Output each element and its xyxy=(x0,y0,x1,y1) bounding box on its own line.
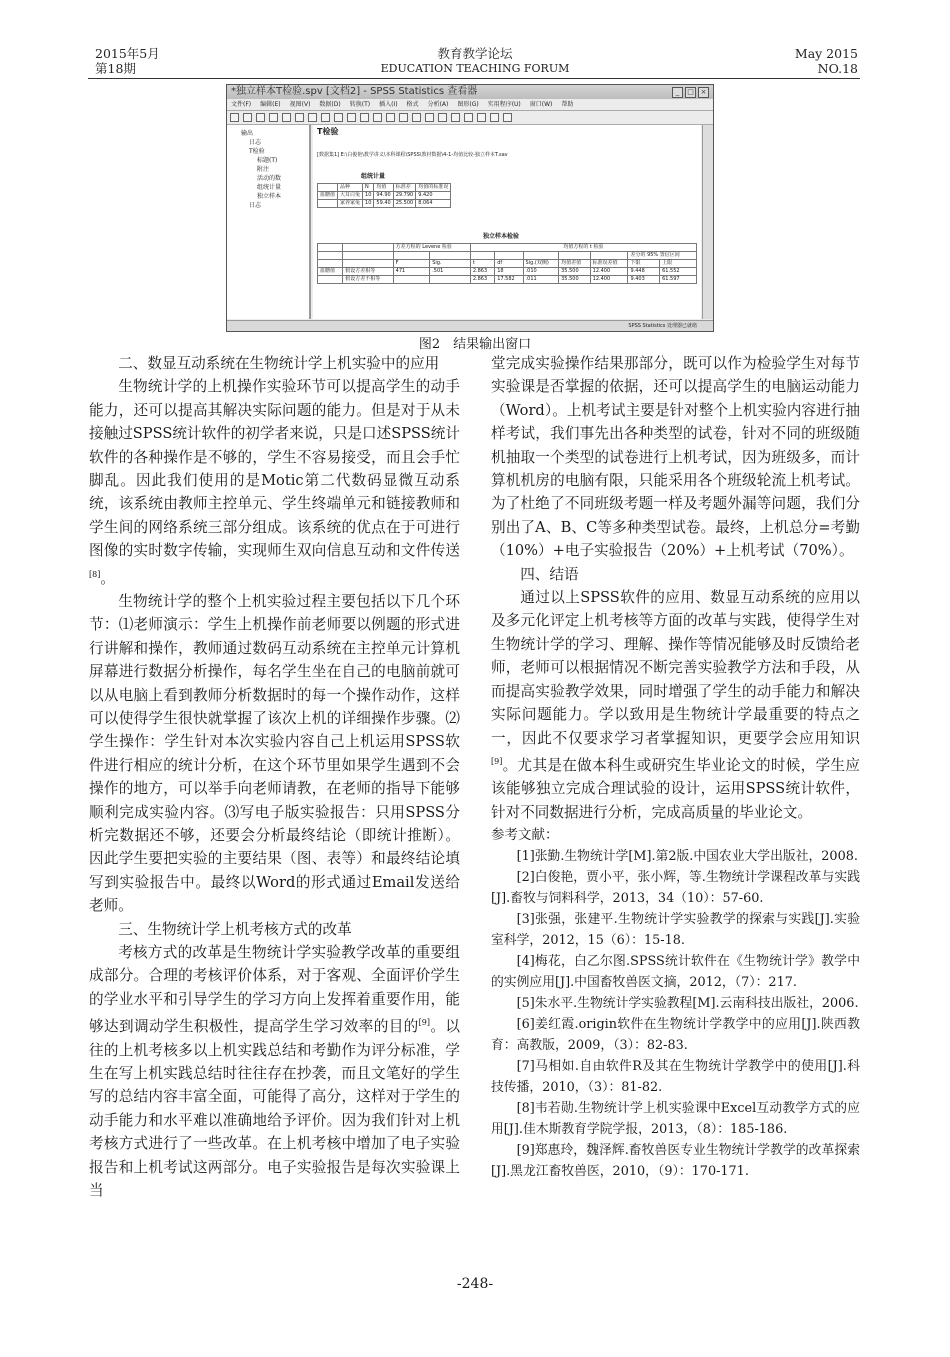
reference-item: [3]张强，张建平.生物统计学实验教学的探索与实践[J].实验室科学，2012，15（6）：15-18. xyxy=(491,911,860,948)
nav-title: 标题(T) xyxy=(257,157,278,164)
table-cell: 假设方差不相等 xyxy=(343,276,393,284)
table-cell xyxy=(495,252,523,260)
paragraph-text: 。尤其是在做本科生或研究生毕业论文的时候，学生应该能够独立完成合理试验的设计，运用SPSS统计软件，针对不同数据进行分析，完成高质量的毕业论文。 xyxy=(491,756,860,821)
menu-item: 转换(T) xyxy=(349,101,371,108)
table-cell: 94.90 xyxy=(374,192,393,200)
table-cell xyxy=(430,276,471,284)
undo-icon xyxy=(308,113,317,122)
table-cell xyxy=(318,276,343,284)
table-cell xyxy=(318,252,343,260)
citation-mark: [9] xyxy=(418,1018,431,1028)
nav-group-stats: 组统计量 xyxy=(257,184,282,191)
table-cell: 35.500 xyxy=(559,268,591,276)
table-header: Sig.(双侧) xyxy=(523,260,559,268)
reference-list xyxy=(491,846,860,1182)
menu-item: 视图(V) xyxy=(289,101,311,108)
journal-title-cn: 教育教学论坛 xyxy=(437,46,513,61)
table-cell: 9.448 xyxy=(628,268,660,276)
paragraph-text: 考核方式的改革是生物统计学实验教学改革的重要组成部分。合理的考核评价体系，对于客观、全面评价学生的学业水平和引导学生的学习方向上发挥着重要作用，能够达到调动学生积极性，提高学生学习效率的目的 xyxy=(89,944,460,1036)
table-header: 下限 xyxy=(628,260,660,268)
reference-item: [2]白俊艳，贾小平，张小辉，等.生物统计学课程改革与实践[J].畜牧与饲料科学，2013，34（10）：57-60. xyxy=(491,869,860,906)
chart-icon xyxy=(373,113,382,122)
table-cell xyxy=(470,252,494,260)
table-cell: 血糖值 xyxy=(318,192,338,200)
table-cell: 61.552 xyxy=(660,268,697,276)
collapse-icon xyxy=(464,113,473,122)
table-cell xyxy=(393,276,430,284)
table-cell: .010 xyxy=(523,268,559,276)
open-icon xyxy=(230,113,239,122)
table-cell xyxy=(559,252,591,260)
vertical-scrollbar xyxy=(702,125,713,319)
journal-title-en: EDUCATION TEACHING FORUM xyxy=(380,62,570,75)
table-cell: 59.40 xyxy=(374,200,393,208)
spss-toolbar xyxy=(227,111,713,125)
table-cell: 9.420 xyxy=(416,192,451,200)
recall-icon xyxy=(295,113,304,122)
table-header: F xyxy=(393,260,430,268)
nav-output: 输出 xyxy=(241,130,254,137)
table-row xyxy=(318,268,697,276)
group-stats-table xyxy=(317,183,451,208)
section-heading xyxy=(491,563,860,586)
table-cell xyxy=(430,252,471,260)
table-cell: 假设方差相等 xyxy=(343,268,393,276)
table-row xyxy=(318,276,697,284)
reference-item: [9]郑惠玲，魏泽辉.畜牧兽医专业生物统计学教学的改革探索[J].黑龙江畜牧兽医，2010，（9）：170-171. xyxy=(491,1142,860,1179)
output-section-title: T检验 xyxy=(317,127,339,136)
paragraph-text: 通过以上SPSS软件的应用、数显互动系统的应用以及多元化评定上机考核等方面的改革与实践，使得学生对生物统计学的学习、理解、操作等情况能够及时反馈给老师，老师可以根据情况不断完善实验教学方法和手段，从而提高实验教学效果，同时增强了学生的动手能力和解决实际问题能力。学以致用是生物统计学最重要的特点之一，因此不仅要求学习者掌握知识，更要学会应用知识 xyxy=(491,589,860,747)
table-cell: .011 xyxy=(523,276,559,284)
left-column xyxy=(89,352,460,1202)
table-cell: 大耳白兔 xyxy=(338,192,363,200)
figure-caption: 图2 结果输出窗口 xyxy=(418,337,532,352)
header-rule xyxy=(88,78,860,79)
menu-item: 文件(F) xyxy=(231,101,252,108)
page-number: -248- xyxy=(456,1276,494,1292)
table-cell: 10 xyxy=(363,192,374,200)
table-cell: 61.597 xyxy=(660,276,697,284)
reference-item: [5]朱水平.生物统计学实验教程[M].云南科技出版社，2006. xyxy=(516,995,859,1011)
menu-item: 帮助 xyxy=(561,101,574,108)
print-icon xyxy=(256,113,265,122)
table-header: 标准误差值 xyxy=(590,260,628,268)
table-cell xyxy=(343,260,393,268)
reference-item: [4]梅花，白乙尔图.SPSS统计软件在《生物统计学》教学中的实例应用[J].中国畜牧兽医文摘，2012，（7）：217. xyxy=(491,953,860,990)
table-row xyxy=(318,192,451,200)
demote-icon xyxy=(438,113,447,122)
header-issue-en: NO.18 xyxy=(817,61,858,76)
ttest-header: 均值方程的 t 检验 xyxy=(470,244,696,252)
table-header: t xyxy=(470,260,494,268)
insert-text-icon xyxy=(490,113,499,122)
spss-output-pane xyxy=(313,125,701,319)
table-header: N xyxy=(363,184,374,192)
table-header: 标准差 xyxy=(393,184,416,192)
nav-notes: 附注 xyxy=(257,166,270,173)
save-icon xyxy=(243,113,252,122)
spss-viewer-screenshot xyxy=(226,84,714,332)
table-cell xyxy=(343,252,393,260)
citation-mark: [8] xyxy=(89,569,101,579)
hide-icon xyxy=(412,113,421,122)
reference-item: [7]马相如.自由软件R及其在生物统计学教学中的使用[J].科技传播，2010，（3）：81-82. xyxy=(491,1058,860,1095)
select-icon xyxy=(386,113,395,122)
export-icon xyxy=(282,113,291,122)
dataset-path: [数据集1] E:\白俊艳\教学讲义\本科课程\SPSS\教材数据\4-1-均值比较-独立样本T.sav xyxy=(317,152,508,158)
reference-item: [8]韦若勋.生物统计学上机实验课中Excel互动教学方式的应用[J].佳木斯教育学院学报，2013，（8）：185-186. xyxy=(491,1100,860,1137)
goto-data-icon xyxy=(334,113,343,122)
table-header: Sig. xyxy=(430,260,471,268)
nav-active-dataset: 活动的数 xyxy=(257,175,282,182)
nav-log: 日志 xyxy=(249,139,262,146)
table-cell: 12.400 xyxy=(590,268,628,276)
preview-icon xyxy=(269,113,278,122)
expand-icon xyxy=(451,113,460,122)
table-cell xyxy=(318,184,338,192)
table-header: 均值差值 xyxy=(559,260,591,268)
levene-header: 方差方程的 Levene 检验 xyxy=(393,244,470,252)
reference-item: [1]张勤.生物统计学[M].第2版.中国农业大学出版社，2008. xyxy=(516,848,858,864)
table-cell: 35.500 xyxy=(559,276,591,284)
reference-item: [6]姜红霞.origin软件在生物统计学教学中的应用[J].陕西教育：高教版，2009，（3）：82-83. xyxy=(491,1016,860,1053)
table-cell: 2.863 xyxy=(470,268,494,276)
designate-icon xyxy=(503,113,512,122)
ind-samples-title: 独立样本检验 xyxy=(483,233,520,240)
maximize-icon: □ xyxy=(685,87,696,98)
body-paragraph xyxy=(89,941,460,1202)
body-paragraph xyxy=(89,590,460,918)
paragraph-text: 二、数显互动系统在生物统计学上机实验中的应用 xyxy=(118,355,440,372)
table-cell xyxy=(343,244,393,252)
paragraph-text: 。以往的上机考核多以上机实践总结和考勤作为评分标准，学生在写上机实践总结时往往存在抄袭，而且文笔好的学生写的总结内容丰富全面，可能得了高分，这样对于学生的动手能力和水平难以准确地给予评价。因为我们针对上机考核方式进行了一些改革。在上机考核中增加了电子实验报告和上机考试这两部分。电子实验报告是每次实验课上当 xyxy=(89,1018,460,1199)
spss-status-bar: SPSS Statistics 处理器已就绪 xyxy=(227,320,713,331)
ci-header: 差分的 95% 置信区间 xyxy=(628,252,697,260)
menu-item: 分析(A) xyxy=(427,101,449,108)
variables-icon xyxy=(360,113,369,122)
nav-ind-samples: 独立样本 xyxy=(257,193,282,200)
header-date: 2015年5月 xyxy=(95,46,160,61)
table-header: 均值的标准误 xyxy=(416,184,451,192)
paragraph-text: 。 xyxy=(100,569,115,587)
body-paragraph xyxy=(491,586,860,824)
menu-item: 编辑(E) xyxy=(260,101,281,108)
table-cell xyxy=(318,200,338,208)
section-heading xyxy=(89,918,460,941)
table-cell: 12.400 xyxy=(590,276,628,284)
table-cell: 18 xyxy=(495,268,523,276)
nav-log-2: 日志 xyxy=(249,202,262,209)
table-cell xyxy=(523,252,559,260)
table-cell xyxy=(590,252,628,260)
spss-window-title: *独立样本T检验.spv [文档2] - SPSS Statistics 查看器 xyxy=(231,86,478,97)
header-right xyxy=(795,46,858,76)
menu-item: 实用程序(U) xyxy=(487,101,521,108)
promote-icon xyxy=(425,113,434,122)
paragraph-text: 三、生物统计学上机考核方式的改革 xyxy=(118,920,352,938)
table-header: 均值 xyxy=(374,184,393,192)
right-column xyxy=(491,352,860,1182)
show-icon xyxy=(399,113,408,122)
header-date-en: May 2015 xyxy=(794,46,858,61)
table-cell: 471 xyxy=(393,268,430,276)
table-cell: 10 xyxy=(363,200,374,208)
spss-menubar xyxy=(227,99,713,111)
table-cell: 9.403 xyxy=(628,276,660,284)
spss-outline-pane xyxy=(227,125,311,319)
paragraph-text: 生物统计学的上机操作实验环节可以提高学生的动手能力，还可以提高其解决实际问题的能力。但是对于从未接触过SPSS统计软件的初学者来说，只是口述SPSS统计软件的各种操作是不够的，学生不容易接受，而且会手忙脚乱。因此我们使用的是Motic第二代数码显微互动系统，该系统由教师主控单元、学生终端单元和链接教师和学生间的网络系统三部分组成。该系统的优点在于可进行图像的实时数字传输，实现师生双向信息互动和文件传送 xyxy=(89,378,460,560)
table-cell: 家养家兔 xyxy=(338,200,363,208)
insert-title-icon xyxy=(477,113,486,122)
table-cell: 29.790 xyxy=(393,192,416,200)
menu-item: 数据(D) xyxy=(319,101,341,108)
ind-samples-table xyxy=(317,243,697,284)
menu-item: 图形(G) xyxy=(457,101,479,108)
header-issue: 第18期 xyxy=(95,61,136,76)
table-header: 品种 xyxy=(338,184,363,192)
table-header: df xyxy=(495,260,523,268)
paragraph-text: 生物统计学的整个上机实验过程主要包括以下几个环节：⑴老师演示：学生上机操作前老师要以例题的形式进行讲解和操作，教师通过数码互动系统在主控单元计算机屏幕进行数据分析操作，每名学生坐在自己的电脑前就可以从电脑上看到教师分析数据时的每一个操作动作，这样可以使得学生很快就掌握了该次上机的详细操作步骤。⑵学生操作：学生针对本次实验内容自己上机运用SPSS软件进行相应的统计分析，在这个环节里如果学生遇到不会操作的地方，可以举手向老师请教，在老师的指导下能够顺利完成实验内容。⑶写电子版实验报告：只用SPSS分析完数据还不够，还要会分析最终结论（即统计推断）。因此学生要把实验的主要结果（图、表等）和最终结论填写到实验报告中。最终以Word的形式通过Email发送给老师。 xyxy=(89,592,460,915)
table-cell: 血糖值 xyxy=(318,268,343,276)
goto-case-icon xyxy=(347,113,356,122)
paragraph-text: 四、结语 xyxy=(520,565,579,583)
menu-item: 插入(I) xyxy=(379,101,398,108)
nav-ttest: T检验 xyxy=(249,148,265,155)
citation-mark: [9] xyxy=(491,756,503,766)
close-icon: × xyxy=(698,87,709,98)
paragraph-text: 堂完成实验操作结果那部分，既可以作为检验学生对每节实验课是否掌握的依据，还可以提高学生的电脑运动能力（Word）。上机考试主要是针对整个上机实验内容进行抽样考试，我们事先出各种类型的试卷，针对不同的班级随机抽取一个类型的试卷进行上机考试，因为班级多，而计算机机房的电脑有限，只能采用各个班级轮流上机考试。为了杜绝了不同班级考题一样及考题外漏等问题，我们分别出了A、B、C等多种类型试卷。最终，上机总分=考勤（10%）+电子实验报告（20%）+上机考试（70%）。 xyxy=(491,355,860,560)
body-paragraph xyxy=(89,375,460,590)
spss-window-titlebar xyxy=(227,85,713,99)
table-cell: 2.863 xyxy=(470,276,494,284)
right-column-body xyxy=(491,352,860,824)
table-cell xyxy=(318,260,343,268)
table-cell: 25.500 xyxy=(393,200,416,208)
menu-item: 格式 xyxy=(406,101,419,108)
table-row xyxy=(318,200,451,208)
table-header: 上限 xyxy=(660,260,697,268)
table-cell: 17.582 xyxy=(495,276,523,284)
section-heading xyxy=(89,352,460,375)
table-cell xyxy=(393,252,430,260)
group-stats-title: 组统计量 xyxy=(361,173,386,180)
minimize-icon: _ xyxy=(672,87,683,98)
body-paragraph xyxy=(491,352,860,563)
table-cell xyxy=(318,244,343,252)
references-heading: 参考文献： xyxy=(491,826,559,843)
table-cell: 8.064 xyxy=(416,200,451,208)
table-cell: .501 xyxy=(430,268,471,276)
menu-item: 窗口(W) xyxy=(529,101,553,108)
redo-icon xyxy=(321,113,330,122)
